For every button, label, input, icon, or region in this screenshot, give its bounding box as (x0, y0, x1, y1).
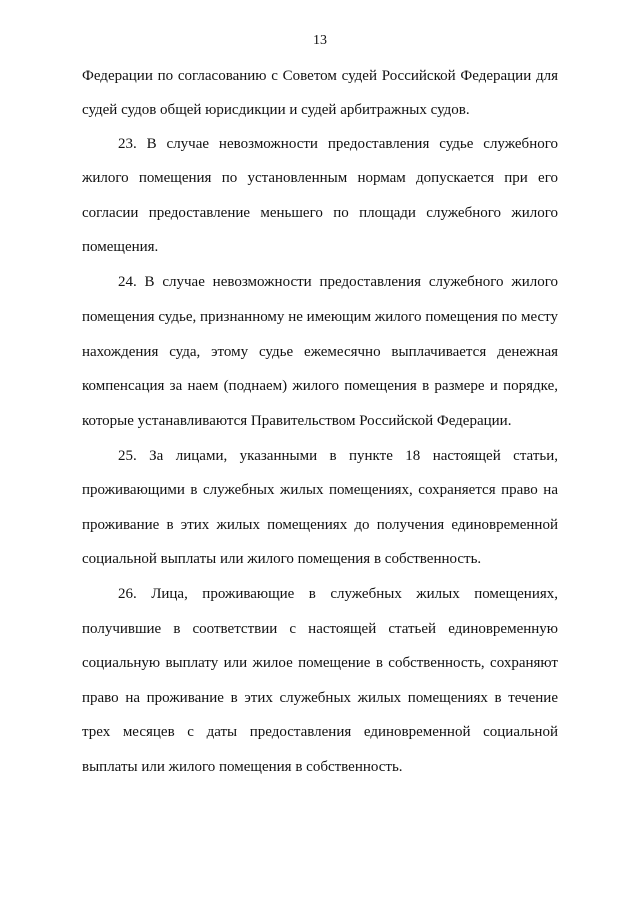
text-line: помещения судье, признанному не имеющим жилого помещения по месту (82, 309, 558, 325)
paragraph-start-23: 23. В случае невозможности предоставления судье служебного (118, 136, 558, 152)
text-line: согласии предоставление меньшего по площади служебного жилого (82, 205, 558, 221)
page-number: 13 (313, 33, 327, 48)
text-line: проживающими в служебных жилых помещениях, сохраняется право на (82, 482, 558, 498)
text-line: судей судов общей юрисдикции и судей арбитражных судов. (82, 102, 470, 118)
paragraph-start-25: 25. За лицами, указанными в пункте 18 настоящей статьи, (118, 448, 558, 464)
text-line: нахождения суда, этому судье ежемесячно выплачивается денежная (82, 344, 558, 360)
text-line: компенсация за наем (поднаем) жилого помещения в размере и порядке, (82, 378, 558, 394)
text-line: получившие в соответствии с настоящей статьей единовременную (82, 621, 558, 637)
text-line: жилого помещения по установленным нормам допускается при его (82, 170, 558, 186)
paragraph-start-26: 26. Лица, проживающие в служебных жилых помещениях, (118, 586, 558, 602)
text-line: которые устанавливаются Правительством Российской Федерации. (82, 413, 512, 429)
text-line: Федерации по согласованию с Советом судей Российской Федерации для (82, 68, 558, 84)
text-line: право на проживание в этих служебных жилых помещениях в течение (82, 690, 558, 706)
text-line: социальной выплаты или жилого помещения в собственность. (82, 551, 482, 567)
text-line: помещения. (82, 239, 159, 255)
text-line: проживание в этих жилых помещениях до получения единовременной (82, 517, 558, 533)
text-line: социальную выплату или жилое помещение в собственность, сохраняют (82, 655, 558, 671)
text-line: выплаты или жилого помещения в собственность. (82, 759, 403, 775)
text-line: трех месяцев с даты предоставления единовременной социальной (82, 724, 558, 740)
paragraph-start-24: 24. В случае невозможности предоставления служебного жилого (118, 274, 558, 290)
